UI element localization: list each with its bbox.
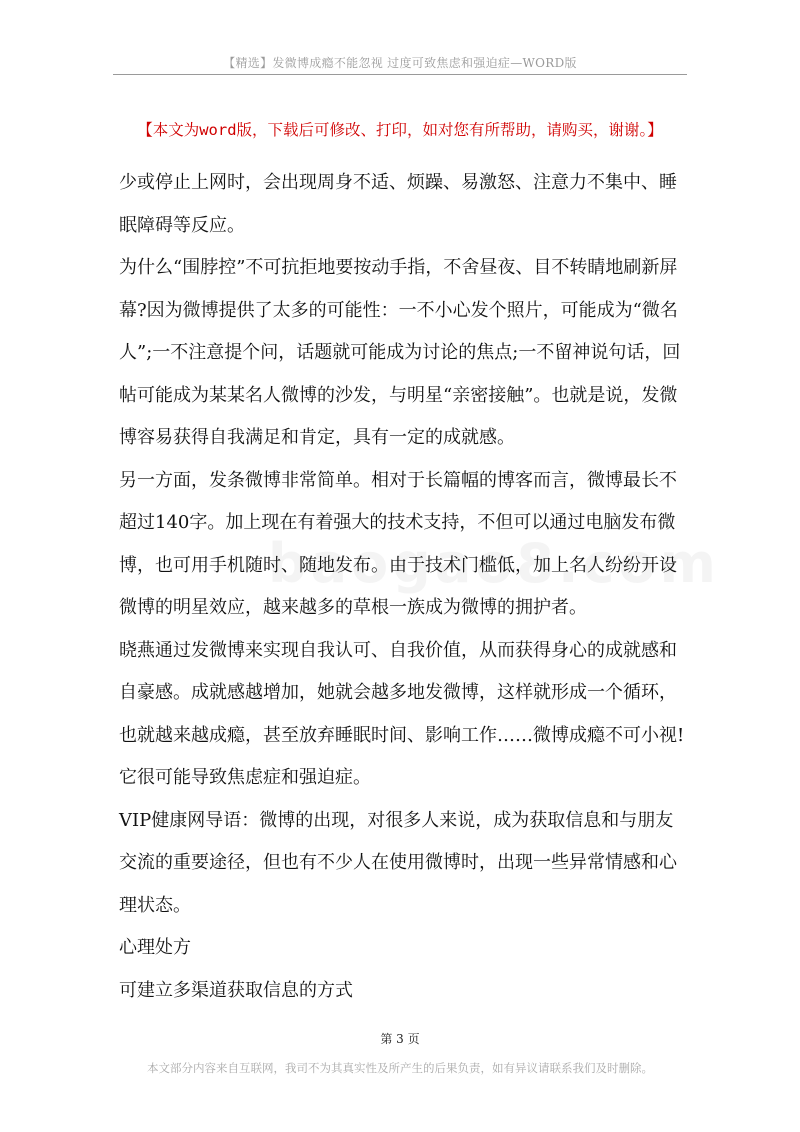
paragraph: 少或停止上网时，会出现周身不适、烦躁、易激怒、注意力不集中、睡眠障碍等反应。 [119,172,677,236]
section-heading: 心理处方 [119,937,191,958]
disclaimer-footer: 本文部分内容来自互联网，我司不为其真实性及所产生的后果负责，如有异议请联系我们及时删除。 [147,1061,653,1075]
purchase-notice: 【本文为word版，下载后可修改、打印，如对您有所帮助，请购买，谢谢。】 [137,121,663,139]
header-divider [113,74,687,75]
paragraph: 另一方面，发条微博非常简单。相对于长篇幅的博客而言，微博最长不超过140字。加上现在有着强大的技术支持，不但可以通过电脑发布微博，也可用手机随时、随地发布。由于技术门槛低，加上名人纷纷开设微博的明星效应，越来越多的草根一族成为微博的拥护者。 [119,469,677,618]
paragraph: 晓燕通过发微博来实现自我认可、自我价值，从而获得身心的成就感和自豪感。成就感越增加，她就会越多地发微博，这样就形成一个循环，也就越来越成瘾，甚至放弃睡眠时间、影响工作……微博成瘾不可小视!它很可能导致焦虑症和强迫症。 [119,639,685,788]
paragraph: VIP健康网导语：微博的出现，对很多人来说，成为获取信息和与朋友交流的重要途径，但也有不少人在使用微博时，出现一些异常情感和心理状态。 [119,809,677,916]
article-body [119,162,685,1012]
document-header: 【精选】发微博成瘾不能忽视 过度可致焦虑和强迫症—WORD版 [223,56,577,70]
page-number: 第 3 页 [380,1032,420,1046]
paragraph: 为什么“围脖控”不可抗拒地要按动手指，不舍昼夜、目不转睛地刷新屏幕?因为微博提供了太多的可能性：一不小心发个照片，可能成为“微名人”;一不注意提个问，话题就可能成为讨论的焦点;一不留神说句话，回帖可能成为某某名人微博的沙发，与明星“亲密接触”。也就是说，发微博容易获得自我满足和肯定，具有一定的成就感。 [119,257,681,448]
paragraph: 可建立多渠道获取信息的方式 [119,979,353,1001]
